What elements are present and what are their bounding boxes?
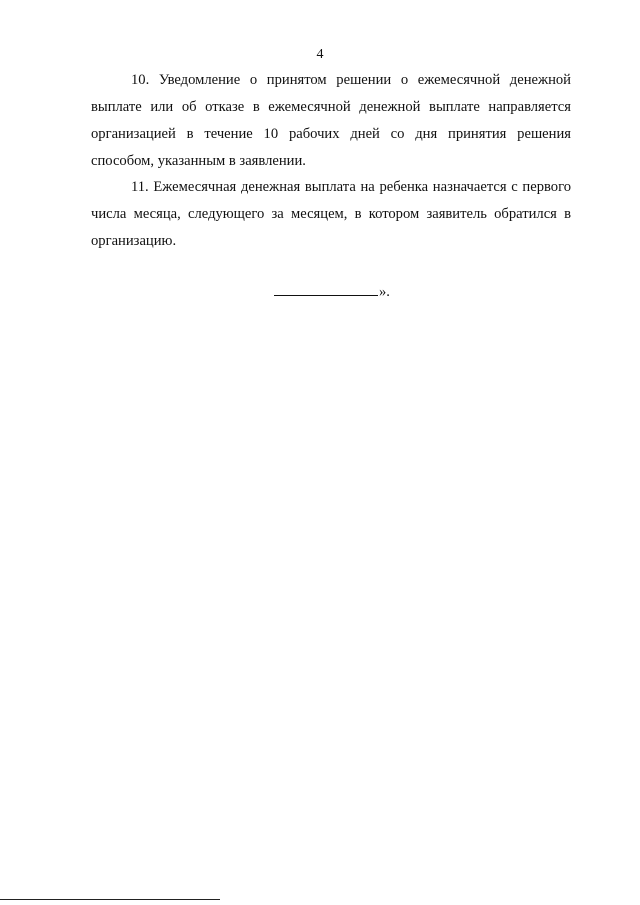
paragraph-10: 10. Уведомление о принятом решении о ежемесячной денежной выплате или об отказе в ежемесячной денежной выплате направляется организацией в течение 10 рабочих дней со дня принятия решения способом, указанным в заявлении. [91, 72, 571, 169]
closing-line [274, 281, 390, 302]
paragraph-11: 11. Ежемесячная денежная выплата на ребенка назначается с первого числа месяца, следующего за месяцем, в котором заявитель обратился в организацию. [91, 179, 571, 249]
footer-rule [0, 899, 220, 900]
page-number: 4 [316, 47, 324, 62]
closing-quote-mark: ». [379, 284, 390, 300]
closing-underline [274, 281, 378, 296]
